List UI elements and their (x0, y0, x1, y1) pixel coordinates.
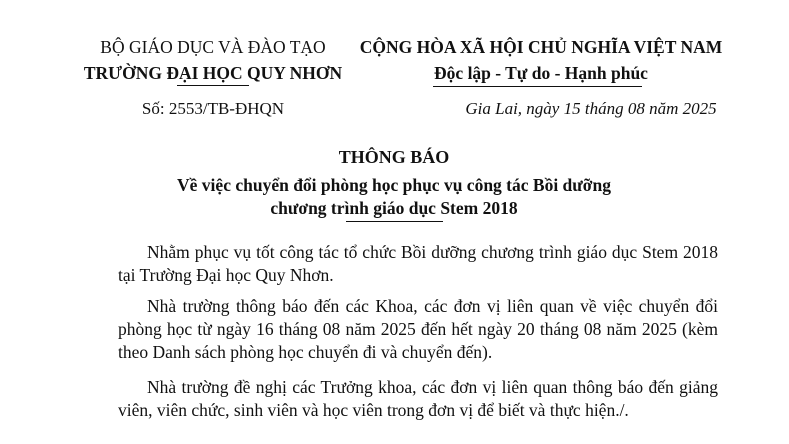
motto-underline (433, 86, 642, 87)
document-number: Số: 2553/TB-ĐHQN (141, 99, 285, 118)
ministry-name: BỘ GIÁO DỤC VÀ ĐÀO TẠO (100, 37, 326, 57)
university-name: TRƯỜNG ĐẠI HỌC QUY NHƠN (83, 63, 343, 83)
subtitle-line-1: Về việc chuyển đổi phòng học phục vụ công tác Bồi dưỡng (177, 175, 611, 195)
national-title: CỘNG HÒA XÃ HỘI CHỦ NGHĨA VIỆT NAM (359, 37, 723, 57)
place-date: Gia Lai, ngày 15 tháng 08 năm 2025 (465, 99, 717, 118)
university-underline (177, 85, 249, 86)
subtitle-underline (346, 221, 443, 222)
subtitle-line-2: chương trình giáo dục Stem 2018 (270, 198, 518, 218)
national-motto: Độc lập - Tự do - Hạnh phúc (434, 63, 648, 83)
body-paragraph-1: Nhằm phục vụ tốt công tác tổ chức Bồi dưỡng chương trình giáo dục Stem 2018 tại Trường Đại học Quy Nhơn. (118, 242, 718, 285)
body-paragraph-3: Nhà trường đề nghị các Trưởng khoa, các đơn vị liên quan thông báo đến giảng viên, viên chức, sinh viên và học viên trong đơn vị để biết và thực hiện./. (118, 377, 718, 420)
body-paragraph-2: Nhà trường thông báo đến các Khoa, các đơn vị liên quan về việc chuyển đổi phòng học từ ngày 16 tháng 08 năm 2025 đến hết ngày 20 tháng 08 năm 2025 (kèm theo Danh sách phòng học chuyển đi và chuyển đến). (118, 296, 718, 362)
document-title: THÔNG BÁO (338, 147, 450, 167)
